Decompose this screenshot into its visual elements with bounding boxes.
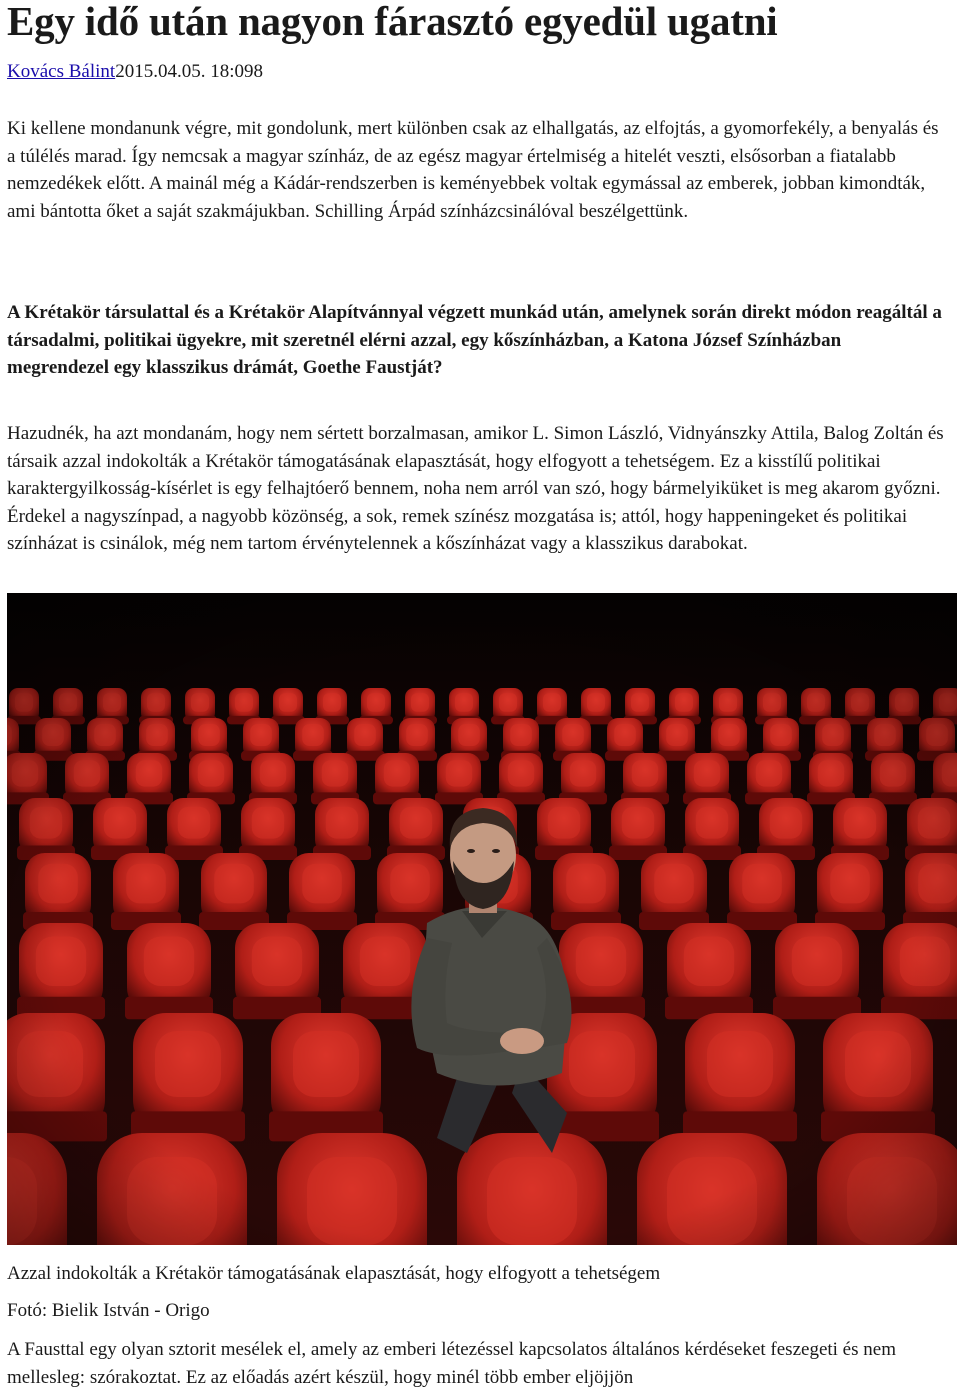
article-body: A Fausttal egy olyan sztorit mesélek el, amely az emberi létezéssel kapcsolatos általános kérdéseket feszegeti és nem mellesleg: szórakoztat. Ez az előadás azért készül, hogy minél több ember eljöjjön [7,1339,896,1388]
article-photo [7,593,957,1245]
author-link[interactable]: Kovács Bálint [7,61,116,82]
publish-date: 2015.04.05. 18:09 [115,61,254,82]
photo-credit: Fotó: Bielik István - Origo [7,1300,210,1321]
comment-count: 8 [253,61,263,82]
interview-answer: Hazudnék, ha azt mondanám, hogy nem sértett borzalmasan, amikor L. Simon László, Vidnyánszky Attila, Balog Zoltán és társaik azzal indokolták a Krétakör támogatásának elapasztását, hogy elfogyott a tehetségem. Ez a kisstílű politikai karaktergyilkosság-kísérlet is egy felhajtóerő bennem, noha nem arról van szó, hogy bármelyiküket is meg akarom győzni. Érdekel a nagyszínpad, a nagyobb közönség, a sok, remek színész mozgatása is; attól, hogy happeningeket és politikai színházat is csinálok, még nem tartom érvénytelennek a kőszínházat vagy a klasszikus darabokat. [7,423,944,554]
byline [7,58,263,86]
article-lead: Ki kellene mondanunk végre, mit gondolunk, mert különben csak az elhallgatás, az elfojtás, a gyomorfekély, a benyalás és a túlélés marad. Így nemcsak a magyar színház, de az egész magyar értelmiség a hitelét veszti, elsősorban a fiatalabb nemzedékek előtt. A mainál még a Kádár-rendszerben is keményebbek voltak egymással az emberek, jobban kimondták, ami bántotta őket a saját szakmájukban. Schilling Árpád színházcsinálóval beszélgettünk. [7,118,939,222]
photo-vignette [7,593,957,1245]
interview-question: A Krétakör társulattal és a Krétakör Alapítvánnyal végzett munkád után, amelynek során direkt módon reagáltál a társadalmi, politikai ügyekre, mit szeretnél elérni azzal, egy kőszínházban, a Katona József Színházban megrendezel egy klasszikus drámát, Goethe Faustját? [7,302,942,378]
photo-caption: Azzal indokolták a Krétakör támogatásának elapasztását, hogy elfogyott a tehetségem [7,1263,661,1284]
photo-illustration [7,593,957,1245]
article-title: Egy idő után nagyon fárasztó egyedül ugatni [7,0,778,44]
